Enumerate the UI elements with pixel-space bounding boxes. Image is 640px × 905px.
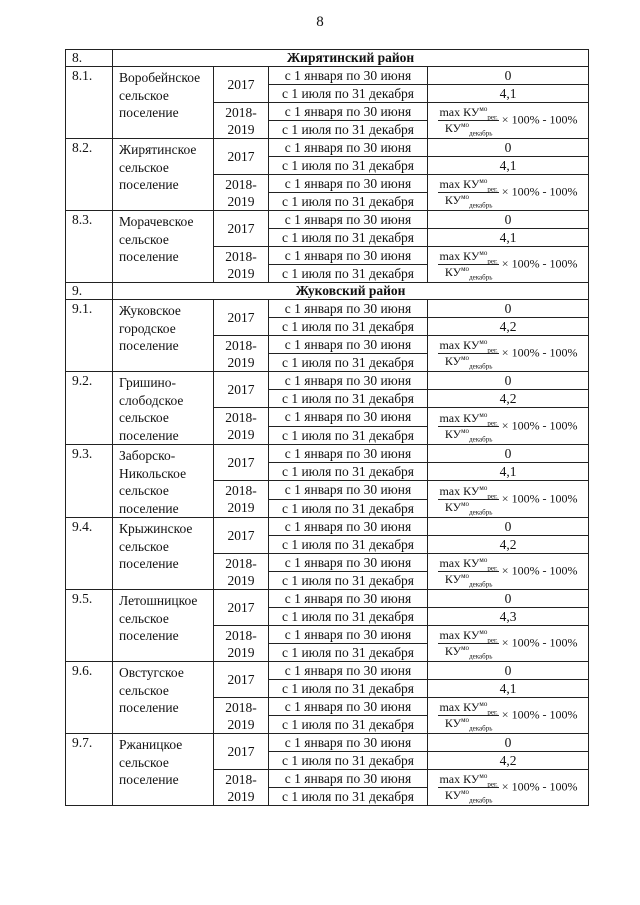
formula-ku: КУ xyxy=(444,572,462,586)
formula-denominator xyxy=(438,121,498,136)
period-cell: с 1 июля по 31 декабря xyxy=(269,318,428,336)
settlement-name: Жирятинское сельское поселение xyxy=(113,139,214,211)
formula-ku: КУ xyxy=(444,193,462,207)
formula-denominator xyxy=(438,427,498,442)
formula-sup: мо xyxy=(461,265,470,273)
formula-sup: мо xyxy=(461,426,470,435)
formula-sub: декабрь xyxy=(469,273,493,282)
formula-numerator xyxy=(438,249,498,265)
formula-sup: мо xyxy=(461,644,470,652)
value-cell: 0 xyxy=(428,372,589,390)
period-cell: с 1 июля по 31 декабря xyxy=(269,752,428,770)
period-cell: с 1 января по 30 июня xyxy=(269,698,428,716)
value-cell: 4,1 xyxy=(428,85,589,103)
formula-sub: рег. xyxy=(487,491,498,500)
formula-ku: КУ xyxy=(463,105,480,119)
formula-denominator xyxy=(438,644,498,659)
formula-fraction xyxy=(438,484,498,515)
settlement-number: 9.4. xyxy=(66,518,113,590)
year-cell: 2018-2019 xyxy=(214,103,269,139)
settlement-name: Воробейнское сельское поселение xyxy=(113,67,214,139)
year-cell: 2017 xyxy=(214,67,269,103)
formula-denominator xyxy=(438,265,498,280)
growth-formula xyxy=(428,626,589,662)
formula-sup: мо xyxy=(479,410,488,419)
value-cell: 0 xyxy=(428,662,589,680)
period-cell: с 1 января по 30 июня xyxy=(269,372,428,390)
formula-sup: мо xyxy=(461,193,470,201)
district-title: Жирятинский район xyxy=(113,50,589,67)
value-cell: 4,2 xyxy=(428,318,589,336)
settlement-number: 8.3. xyxy=(66,211,113,283)
formula-sub: декабрь xyxy=(469,434,493,443)
period-cell: с 1 января по 30 июня xyxy=(269,300,428,318)
formula-tail: × 100% - 100% xyxy=(501,490,578,505)
year-cell: 2017 xyxy=(214,372,269,408)
formula-numerator xyxy=(438,338,498,354)
formula-sub: рег. xyxy=(487,418,498,427)
period-cell: с 1 июля по 31 декабря xyxy=(269,157,428,175)
formula-sub: рег. xyxy=(487,780,498,789)
period-cell: с 1 июля по 31 декабря xyxy=(269,500,428,518)
period-cell: с 1 января по 30 июня xyxy=(269,662,428,680)
growth-formula xyxy=(428,103,589,139)
formula-max: max xyxy=(439,410,461,425)
formula-sup: мо xyxy=(461,354,470,362)
period-cell: с 1 июля по 31 декабря xyxy=(269,427,428,445)
formula-sup: мо xyxy=(461,499,470,508)
value-cell: 4,2 xyxy=(428,536,589,554)
period-cell: с 1 января по 30 июня xyxy=(269,103,428,121)
table-row xyxy=(66,300,589,318)
formula-fraction xyxy=(438,556,498,587)
formula-sup: мо xyxy=(479,249,488,257)
period-cell: с 1 июля по 31 декабря xyxy=(269,644,428,662)
formula-ku: КУ xyxy=(463,338,480,352)
period-cell: с 1 июля по 31 декабря xyxy=(269,716,428,734)
formula-ku: КУ xyxy=(463,249,480,263)
year-cell: 2018-2019 xyxy=(214,770,269,806)
formula-ku: КУ xyxy=(463,772,480,786)
formula-sup: мо xyxy=(461,716,470,724)
period-cell: с 1 января по 30 июня xyxy=(269,408,428,427)
district-title: Жуковский район xyxy=(113,283,589,300)
formula-sup: мо xyxy=(479,628,488,636)
growth-formula xyxy=(428,336,589,372)
formula-numerator xyxy=(438,105,498,121)
value-cell: 4,1 xyxy=(428,680,589,698)
formula-max: max xyxy=(439,628,461,642)
formula-tail: × 100% - 100% xyxy=(501,112,578,127)
value-cell: 4,2 xyxy=(428,390,589,408)
year-cell: 2018-2019 xyxy=(214,481,269,518)
period-cell: с 1 января по 30 июня xyxy=(269,67,428,85)
period-cell: с 1 января по 30 июня xyxy=(269,734,428,752)
formula-max: max xyxy=(439,338,461,352)
formula-denominator xyxy=(438,572,498,587)
period-cell: с 1 июля по 31 декабря xyxy=(269,788,428,806)
year-cell: 2018-2019 xyxy=(214,554,269,590)
settlement-name: Овстугское сельское поселение xyxy=(113,662,214,734)
settlement-number: 8.2. xyxy=(66,139,113,211)
growth-formula xyxy=(428,554,589,590)
formula-sup: мо xyxy=(479,338,488,346)
period-cell: с 1 июля по 31 декабря xyxy=(269,536,428,554)
tariff-table xyxy=(65,49,589,806)
settlement-number: 9.7. xyxy=(66,734,113,806)
settlement-name: Крыжинское сельское поселение xyxy=(113,518,214,590)
period-cell: с 1 января по 30 июня xyxy=(269,518,428,536)
formula-numerator xyxy=(438,772,498,788)
settlement-number: 9.2. xyxy=(66,372,113,445)
formula-sub: рег. xyxy=(487,708,498,717)
formula-ku: КУ xyxy=(444,716,462,730)
formula-sup: мо xyxy=(479,700,488,708)
formula-tail: × 100% - 100% xyxy=(501,635,578,650)
period-cell: с 1 января по 30 июня xyxy=(269,247,428,265)
formula-max: max xyxy=(439,483,461,498)
district-row xyxy=(66,50,589,67)
formula-sup: мо xyxy=(461,572,470,580)
table-row xyxy=(66,734,589,752)
period-cell: с 1 июля по 31 декабря xyxy=(269,680,428,698)
value-cell: 4,2 xyxy=(428,752,589,770)
year-cell: 2017 xyxy=(214,662,269,698)
table-row xyxy=(66,518,589,536)
table-row xyxy=(66,372,589,390)
formula-ku: КУ xyxy=(463,628,480,642)
formula-max: max xyxy=(439,700,461,714)
formula-sup: мо xyxy=(479,177,488,185)
growth-formula xyxy=(428,175,589,211)
value-cell: 4,1 xyxy=(428,157,589,175)
period-cell: с 1 июля по 31 декабря xyxy=(269,265,428,283)
period-cell: с 1 июля по 31 декабря xyxy=(269,85,428,103)
period-cell: с 1 января по 30 июня xyxy=(269,336,428,354)
formula-max: max xyxy=(439,772,461,786)
year-cell: 2018-2019 xyxy=(214,336,269,372)
formula-sub: декабрь xyxy=(469,362,493,371)
formula-fraction xyxy=(438,628,498,659)
year-cell: 2017 xyxy=(214,139,269,175)
formula-fraction xyxy=(438,177,498,208)
period-cell: с 1 января по 30 июня xyxy=(269,554,428,572)
value-cell: 0 xyxy=(428,139,589,157)
year-cell: 2018-2019 xyxy=(214,175,269,211)
formula-denominator xyxy=(438,354,498,369)
period-cell: с 1 июля по 31 декабря xyxy=(269,390,428,408)
formula-sub: рег. xyxy=(487,346,498,355)
growth-formula xyxy=(428,247,589,283)
formula-ku: КУ xyxy=(463,556,480,570)
district-number: 9. xyxy=(66,283,113,300)
settlement-number: 9.6. xyxy=(66,662,113,734)
value-cell: 4,1 xyxy=(428,463,589,481)
formula-max: max xyxy=(439,249,461,263)
growth-formula xyxy=(428,408,589,445)
table-row xyxy=(66,139,589,157)
formula-denominator xyxy=(438,500,498,515)
formula-numerator xyxy=(438,556,498,572)
formula-sub: декабрь xyxy=(469,652,493,661)
value-cell: 0 xyxy=(428,518,589,536)
settlement-name: Ржаницкое сельское поселение xyxy=(113,734,214,806)
year-cell: 2017 xyxy=(214,211,269,247)
formula-ku: КУ xyxy=(444,265,462,279)
formula-ku: КУ xyxy=(444,644,462,658)
settlement-name: Заборско-Никольское сельское поселение xyxy=(113,445,214,518)
year-cell: 2018-2019 xyxy=(214,408,269,445)
value-cell: 0 xyxy=(428,211,589,229)
formula-sub: рег. xyxy=(487,113,498,122)
formula-tail: × 100% - 100% xyxy=(501,256,578,271)
year-cell: 2017 xyxy=(214,300,269,336)
formula-fraction xyxy=(438,249,498,280)
settlement-number: 9.1. xyxy=(66,300,113,372)
table-row xyxy=(66,67,589,85)
year-cell: 2018-2019 xyxy=(214,247,269,283)
formula-sup: мо xyxy=(479,556,488,564)
formula-fraction xyxy=(438,700,498,731)
formula-max: max xyxy=(439,105,461,119)
growth-formula xyxy=(428,481,589,518)
formula-numerator xyxy=(438,700,498,716)
formula-fraction xyxy=(438,105,498,136)
period-cell: с 1 июля по 31 декабря xyxy=(269,463,428,481)
formula-ku: КУ xyxy=(463,410,480,425)
formula-fraction xyxy=(438,338,498,369)
formula-fraction xyxy=(438,411,498,442)
settlement-name: Жуковское городское поселение xyxy=(113,300,214,372)
formula-sub: декабрь xyxy=(469,201,493,210)
period-cell: с 1 января по 30 июня xyxy=(269,626,428,644)
formula-sup: мо xyxy=(479,772,488,780)
formula-numerator xyxy=(438,411,498,427)
period-cell: с 1 июля по 31 декабря xyxy=(269,229,428,247)
formula-ku: КУ xyxy=(463,177,480,191)
formula-tail: × 100% - 100% xyxy=(501,184,578,199)
formula-sub: декабрь xyxy=(469,580,493,589)
formula-max: max xyxy=(439,556,461,570)
formula-numerator xyxy=(438,484,498,500)
year-cell: 2018-2019 xyxy=(214,626,269,662)
formula-fraction xyxy=(438,772,498,803)
period-cell: с 1 января по 30 июня xyxy=(269,481,428,500)
formula-max: max xyxy=(439,177,461,191)
formula-sup: мо xyxy=(461,788,470,796)
value-cell: 0 xyxy=(428,445,589,463)
period-cell: с 1 января по 30 июня xyxy=(269,590,428,608)
formula-numerator xyxy=(438,628,498,644)
formula-ku: КУ xyxy=(463,483,480,498)
settlement-name: Гришино-слободское сельское поселение xyxy=(113,372,214,445)
settlement-number: 9.5. xyxy=(66,590,113,662)
table-row xyxy=(66,211,589,229)
district-number: 8. xyxy=(66,50,113,67)
formula-sub: рег. xyxy=(487,636,498,645)
year-cell: 2017 xyxy=(214,518,269,554)
formula-numerator xyxy=(438,177,498,193)
formula-sub: рег. xyxy=(487,257,498,266)
page-number: 8 xyxy=(316,14,324,30)
formula-sub: декабрь xyxy=(469,796,493,805)
year-cell: 2017 xyxy=(214,445,269,481)
formula-tail: × 100% - 100% xyxy=(501,417,578,432)
year-cell: 2018-2019 xyxy=(214,698,269,734)
formula-sup: мо xyxy=(461,121,470,129)
table-row xyxy=(66,445,589,463)
table-row xyxy=(66,662,589,680)
period-cell: с 1 января по 30 июня xyxy=(269,445,428,463)
table-row xyxy=(66,590,589,608)
period-cell: с 1 января по 30 июня xyxy=(269,770,428,788)
period-cell: с 1 июля по 31 декабря xyxy=(269,193,428,211)
settlement-number: 9.3. xyxy=(66,445,113,518)
formula-tail: × 100% - 100% xyxy=(501,563,578,578)
settlement-number: 8.1. xyxy=(66,67,113,139)
value-cell: 4,3 xyxy=(428,608,589,626)
formula-sub: декабрь xyxy=(469,724,493,733)
period-cell: с 1 января по 30 июня xyxy=(269,139,428,157)
formula-sub: рег. xyxy=(487,564,498,573)
formula-ku: КУ xyxy=(444,354,462,368)
formula-ku: КУ xyxy=(444,499,462,514)
value-cell: 0 xyxy=(428,300,589,318)
formula-tail: × 100% - 100% xyxy=(501,779,578,794)
formula-denominator xyxy=(438,788,498,803)
period-cell: с 1 июля по 31 декабря xyxy=(269,572,428,590)
growth-formula xyxy=(428,698,589,734)
year-cell: 2017 xyxy=(214,734,269,770)
formula-ku: КУ xyxy=(444,788,462,802)
value-cell: 0 xyxy=(428,67,589,85)
period-cell: с 1 июля по 31 декабря xyxy=(269,121,428,139)
formula-denominator xyxy=(438,193,498,208)
value-cell: 0 xyxy=(428,590,589,608)
formula-sup: мо xyxy=(479,483,488,492)
formula-sup: мо xyxy=(479,105,488,113)
year-cell: 2017 xyxy=(214,590,269,626)
growth-formula xyxy=(428,770,589,806)
formula-tail: × 100% - 100% xyxy=(501,345,578,360)
formula-ku: КУ xyxy=(463,700,480,714)
period-cell: с 1 января по 30 июня xyxy=(269,211,428,229)
value-cell: 0 xyxy=(428,734,589,752)
formula-ku: КУ xyxy=(444,121,462,135)
formula-ku: КУ xyxy=(444,426,462,441)
period-cell: с 1 января по 30 июня xyxy=(269,175,428,193)
formula-denominator xyxy=(438,716,498,731)
formula-sub: декабрь xyxy=(469,129,493,138)
district-row xyxy=(66,283,589,300)
settlement-name: Морачевское сельское поселение xyxy=(113,211,214,283)
period-cell: с 1 июля по 31 декабря xyxy=(269,608,428,626)
formula-sub: рег. xyxy=(487,185,498,194)
period-cell: с 1 июля по 31 декабря xyxy=(269,354,428,372)
settlement-name: Летошницкое сельское поселение xyxy=(113,590,214,662)
formula-tail: × 100% - 100% xyxy=(501,707,578,722)
value-cell: 4,1 xyxy=(428,229,589,247)
formula-sub: декабрь xyxy=(469,507,493,516)
